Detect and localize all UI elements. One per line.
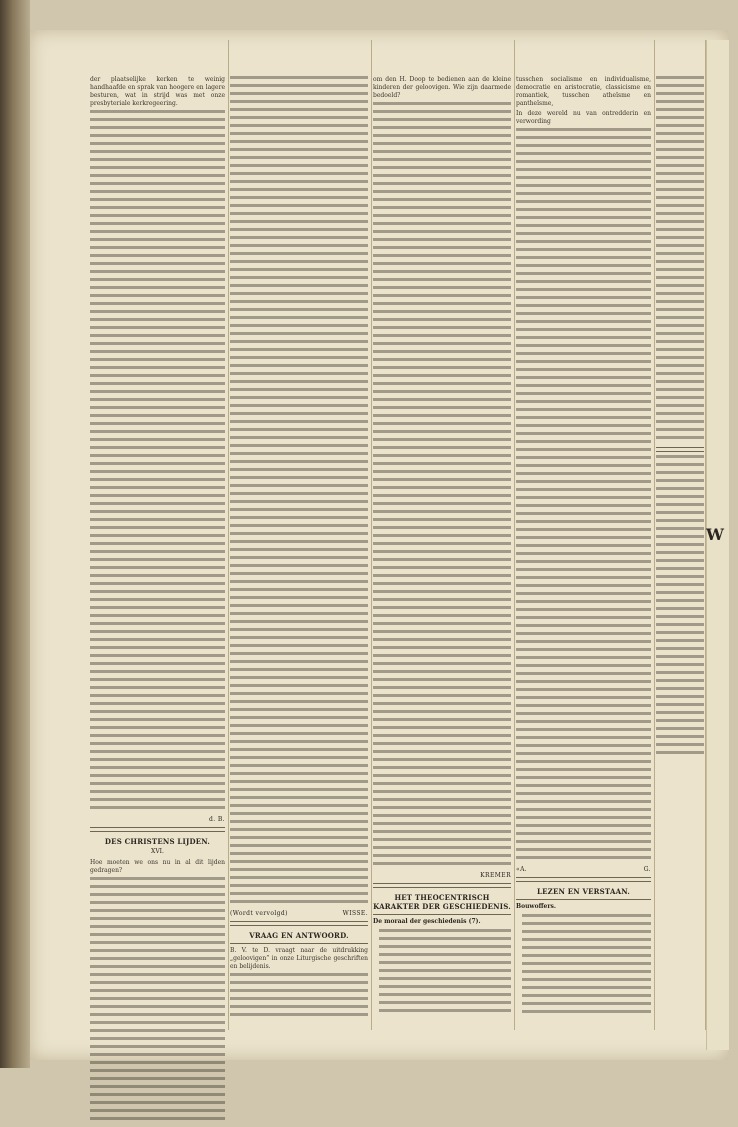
section-heading-vraag-en-antwoord: VRAAG EN ANTWOORD. bbox=[249, 931, 349, 940]
continued-note: (Wordt vervolgd) bbox=[230, 910, 288, 917]
adjacent-heading-letter: W bbox=[706, 525, 724, 544]
column-1-signature: d. B. bbox=[209, 816, 225, 823]
column-5-body bbox=[656, 76, 704, 444]
adjacent-column-edge bbox=[706, 40, 729, 1050]
column-3 bbox=[373, 76, 511, 1019]
section-rule bbox=[373, 914, 511, 915]
section-subtitle: Bouwoffers. bbox=[516, 903, 556, 910]
column-4-body-2 bbox=[522, 914, 651, 1018]
binding-edge bbox=[0, 0, 30, 1068]
section-numeral: XVI. bbox=[151, 848, 164, 855]
column-1-body bbox=[90, 110, 225, 814]
section-rule bbox=[90, 827, 225, 832]
column-4-body bbox=[516, 128, 651, 864]
section-rule bbox=[516, 899, 651, 900]
column-1-body-2 bbox=[90, 877, 225, 1125]
column-3-intro: om den H. Doop te bedienen aan de kleine kinderen der geloovigen. Wie zijn daarmede bedoeld? bbox=[373, 76, 511, 99]
author-signature: WISSE. bbox=[342, 910, 368, 917]
column-1-intro: der plaatselijke kerken te weinig handhaafde en sprak van hoogere en lagere besturen, wat in strijd was met onze presbyteriale kerkregeering. bbox=[90, 76, 225, 107]
section-rule bbox=[656, 447, 704, 452]
column-5 bbox=[656, 76, 704, 761]
column-divider bbox=[514, 40, 515, 1030]
section-rule bbox=[230, 921, 368, 926]
column-2 bbox=[230, 76, 368, 1023]
column-4 bbox=[516, 76, 651, 1020]
section-heading-des-christens-lijden: DES CHRISTENS LIJDEN. bbox=[104, 837, 211, 846]
section-rule bbox=[373, 883, 511, 888]
column-2-signature-row bbox=[230, 910, 368, 918]
column-divider bbox=[371, 40, 372, 1030]
column-4-lead: In deze wereld nu van ontredderin en verwording bbox=[516, 110, 651, 125]
column-divider bbox=[654, 40, 655, 1030]
column-2-qa-intro: B. V. te D. vraagt naar de uitdrukking „geloovigen” in onze Liturgische geschriften en belijdenis. bbox=[230, 947, 368, 970]
section-rule bbox=[516, 877, 651, 882]
section-heading-theocentrisch-karakter: HET THEOCENTRISCH KARAKTER DER GESCHIEDENIS. bbox=[373, 893, 511, 911]
column-3-body bbox=[373, 102, 511, 870]
column-5-body-2 bbox=[656, 455, 704, 759]
column-2-body bbox=[230, 76, 368, 908]
section-subtitle: De moraal der geschiedenis (7). bbox=[373, 918, 481, 925]
section-rule bbox=[230, 943, 368, 944]
section-heading-lezen-en-verstaan: LEZEN EN VERSTAAN. bbox=[536, 887, 631, 896]
column-3-signature: KREMER bbox=[480, 872, 511, 879]
column-2-qa-body bbox=[230, 973, 368, 1021]
column-3-body-2 bbox=[379, 929, 511, 1017]
column-4-signature-row bbox=[516, 866, 651, 874]
signature-right: G. bbox=[643, 866, 651, 873]
column-1 bbox=[90, 76, 225, 1127]
column-divider bbox=[228, 40, 229, 1030]
column-1-question: Hoe moeten we ons nu in al dit lijden gedragen? bbox=[90, 859, 225, 874]
signature-left: «A. bbox=[516, 866, 528, 873]
column-4-intro: tusschen socialisme en individualisme, democratie en aristocratie, classicisme en romantiek, tusschen atheïsme en pantheïsme, bbox=[516, 76, 651, 107]
